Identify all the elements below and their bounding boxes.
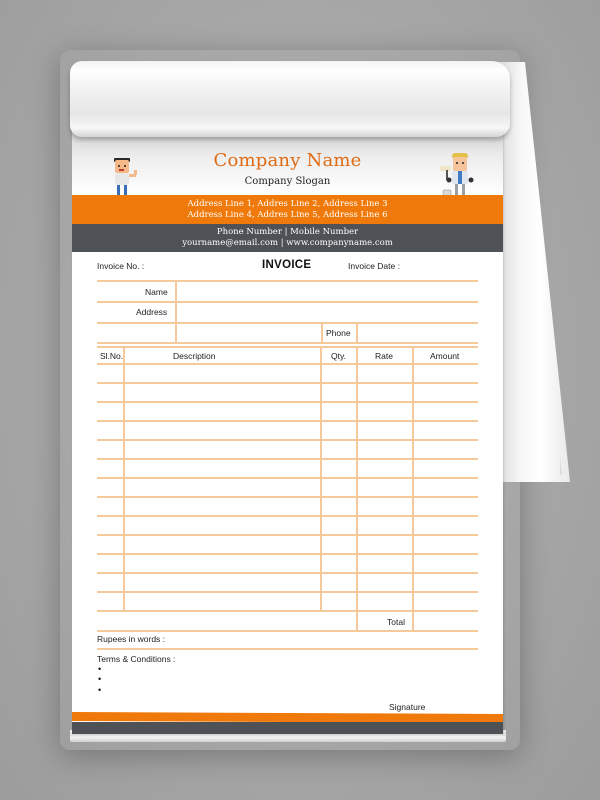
address-field[interactable]	[177, 303, 477, 322]
company-name: Company Name	[213, 150, 362, 171]
rolled-top-page	[70, 61, 510, 137]
table-top-line	[97, 346, 478, 348]
col-header-rate: Rate	[375, 351, 393, 361]
rule-line	[97, 342, 478, 344]
col-header-description: Description	[173, 351, 216, 361]
invoice-no-label: Invoice No. :	[97, 261, 145, 271]
table-row[interactable]	[97, 364, 478, 383]
email-website: yourname@email.com | www.companyname.com	[182, 238, 393, 248]
address-label: Address	[136, 307, 168, 317]
terms-label: Terms & Conditions :	[97, 654, 176, 664]
table-row[interactable]	[97, 573, 478, 592]
phone-label: Phone	[326, 328, 351, 338]
invoice-date-label: Invoice Date :	[348, 261, 400, 271]
name-field[interactable]	[177, 282, 477, 301]
col-header-qty: Qty.	[331, 351, 346, 361]
phone-numbers: Phone Number | Mobile Number	[216, 227, 359, 237]
total-amount-field[interactable]	[414, 612, 478, 630]
table-row[interactable]	[97, 421, 478, 440]
table-row[interactable]	[97, 535, 478, 554]
table-row[interactable]	[97, 592, 478, 611]
col-header-slno: Sl.No.	[100, 351, 124, 361]
table-row[interactable]	[97, 402, 478, 421]
terms-bullet: •	[98, 685, 102, 695]
table-row-line	[97, 630, 478, 632]
table-row[interactable]	[97, 478, 478, 497]
company-slogan: Company Slogan	[244, 176, 331, 187]
name-label: Name	[145, 287, 168, 297]
table-row[interactable]	[97, 383, 478, 402]
rule-line	[97, 648, 478, 650]
contact-band	[72, 224, 503, 252]
address-line-2: Address Line 4, Addres Line 5, Address Line 6	[187, 209, 388, 220]
signature-label: Signature	[389, 702, 426, 712]
invoice-sheet	[72, 130, 503, 734]
address-line-1: Address Line 1, Addres Line 2, Address Line 3	[187, 199, 388, 209]
footer-gray-band	[72, 722, 503, 734]
table-row[interactable]	[97, 497, 478, 516]
table-row[interactable]	[97, 554, 478, 573]
terms-bullet: •	[98, 674, 102, 684]
table-row[interactable]	[97, 459, 478, 478]
col-header-amount: Amount	[430, 351, 460, 361]
total-label: Total	[387, 617, 405, 627]
table-row[interactable]	[97, 516, 478, 535]
address-band	[72, 195, 503, 224]
table-row[interactable]	[97, 440, 478, 459]
rule-divider	[321, 322, 323, 342]
rupees-in-words-label: Rupees in words :	[97, 634, 166, 644]
phone-field[interactable]	[358, 324, 478, 342]
terms-bullet: •	[98, 664, 102, 674]
invoice-title: INVOICE	[262, 259, 312, 271]
